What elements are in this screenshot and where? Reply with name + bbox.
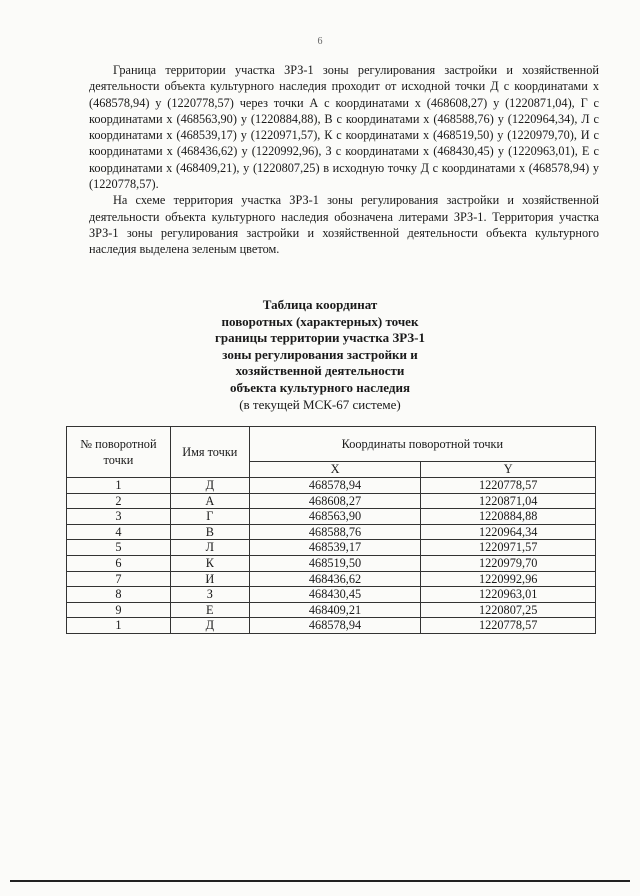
header-coordinates: Координаты поворотной точки <box>249 427 595 462</box>
cell-y: 1220979,70 <box>421 555 596 571</box>
table-row <box>67 478 596 494</box>
cell-point-number: 9 <box>67 602 171 618</box>
cell-x: 468519,50 <box>249 555 421 571</box>
table-row <box>67 524 596 540</box>
cell-point-number: 6 <box>67 555 171 571</box>
paragraph-boundary-description: Граница территории участка ЗРЗ-1 зоны регулирования застройки и хозяйственной деятельности объекта культурного наследия проходит от исходной точки Д с координатами x (468578,94) y (1220778,57) через точки А с координатами x (468608,27) y (1220871,04), Г с координатами x (468563,90) y (1220884,88), В с координатами x (468588,76) y (1220964,34), Л с координатами x (468539,17) y (1220971,57), К с координатами x (468519,50) y (1220979,70), И с координатами x (468436,62) y (1220992,96), З с координатами x (468430,45) y (1220963,01), Е с координатами x (468409,21), y (1220807,25) в исходную точку Д с координатами x (468578,94) y (1220778,57). <box>89 63 599 192</box>
cell-point-name: З <box>170 587 249 603</box>
cell-x: 468608,27 <box>249 493 421 509</box>
table-title <box>0 297 640 413</box>
page-bottom-rule <box>10 880 630 882</box>
paragraph-scheme-note: На схеме территория участка ЗРЗ-1 зоны регулирования застройки и хозяйственной деятельности объекта культурного наследия обозначена литерами ЗРЗ-1. Территория участка ЗРЗ-1 зоны регулирования застройки и хозяйственной деятельности объекта культурного наследия выделена зеленым цветом. <box>89 193 599 257</box>
cell-y: 1220871,04 <box>421 493 596 509</box>
cell-y: 1220884,88 <box>421 509 596 525</box>
cell-y: 1220778,57 <box>421 618 596 634</box>
cell-point-name: К <box>170 555 249 571</box>
header-point-number: № поворотной точки <box>67 427 171 478</box>
cell-x: 468539,17 <box>249 540 421 556</box>
cell-point-number: 1 <box>67 478 171 494</box>
cell-point-number: 8 <box>67 587 171 603</box>
cell-y: 1220971,57 <box>421 540 596 556</box>
cell-x: 468588,76 <box>249 524 421 540</box>
cell-x: 468578,94 <box>249 478 421 494</box>
cell-y: 1220807,25 <box>421 602 596 618</box>
table-subtitle: (в текущей МСК-67 системе) <box>239 396 401 412</box>
page-number: 6 <box>317 36 323 47</box>
table-title-line: поворотных (характерных) точек <box>221 313 419 329</box>
cell-y: 1220963,01 <box>421 587 596 603</box>
cell-point-name: Д <box>170 618 249 634</box>
cell-point-name: Г <box>170 509 249 525</box>
header-point-name: Имя точки <box>170 427 249 478</box>
table-title-line: объекта культурного наследия <box>230 379 410 395</box>
cell-y: 1220964,34 <box>421 524 596 540</box>
cell-point-name: И <box>170 571 249 587</box>
cell-point-number: 2 <box>67 493 171 509</box>
cell-y: 1220992,96 <box>421 571 596 587</box>
cell-point-name: Е <box>170 602 249 618</box>
header-x: X <box>249 462 421 478</box>
table-row <box>67 493 596 509</box>
table-title-line: Таблица координат <box>262 297 378 312</box>
table-row <box>67 571 596 587</box>
cell-point-number: 5 <box>67 540 171 556</box>
cell-x: 468563,90 <box>249 509 421 525</box>
table-title-line: границы территории участка ЗРЗ-1 <box>215 330 425 346</box>
table-title-line: хозяйственной деятельности <box>235 363 405 379</box>
cell-point-name: А <box>170 493 249 509</box>
table-title-line: зоны регулирования застройки и <box>222 346 418 362</box>
cell-point-name: В <box>170 524 249 540</box>
cell-x: 468436,62 <box>249 571 421 587</box>
cell-x: 468430,45 <box>249 587 421 603</box>
table-row <box>67 618 596 634</box>
table-row <box>67 602 596 618</box>
cell-point-number: 3 <box>67 509 171 525</box>
cell-point-name: Д <box>170 478 249 494</box>
cell-point-number: 4 <box>67 524 171 540</box>
cell-point-number: 7 <box>67 571 171 587</box>
coordinates-table <box>66 426 596 634</box>
header-y: Y <box>421 462 596 478</box>
table-row <box>67 555 596 571</box>
table-body <box>67 478 596 634</box>
cell-point-name: Л <box>170 540 249 556</box>
cell-x: 468409,21 <box>249 602 421 618</box>
table-row <box>67 587 596 603</box>
cell-y: 1220778,57 <box>421 478 596 494</box>
cell-point-number: 1 <box>67 618 171 634</box>
table-row <box>67 540 596 556</box>
table-row <box>67 509 596 525</box>
body-text <box>89 62 599 258</box>
cell-x: 468578,94 <box>249 618 421 634</box>
